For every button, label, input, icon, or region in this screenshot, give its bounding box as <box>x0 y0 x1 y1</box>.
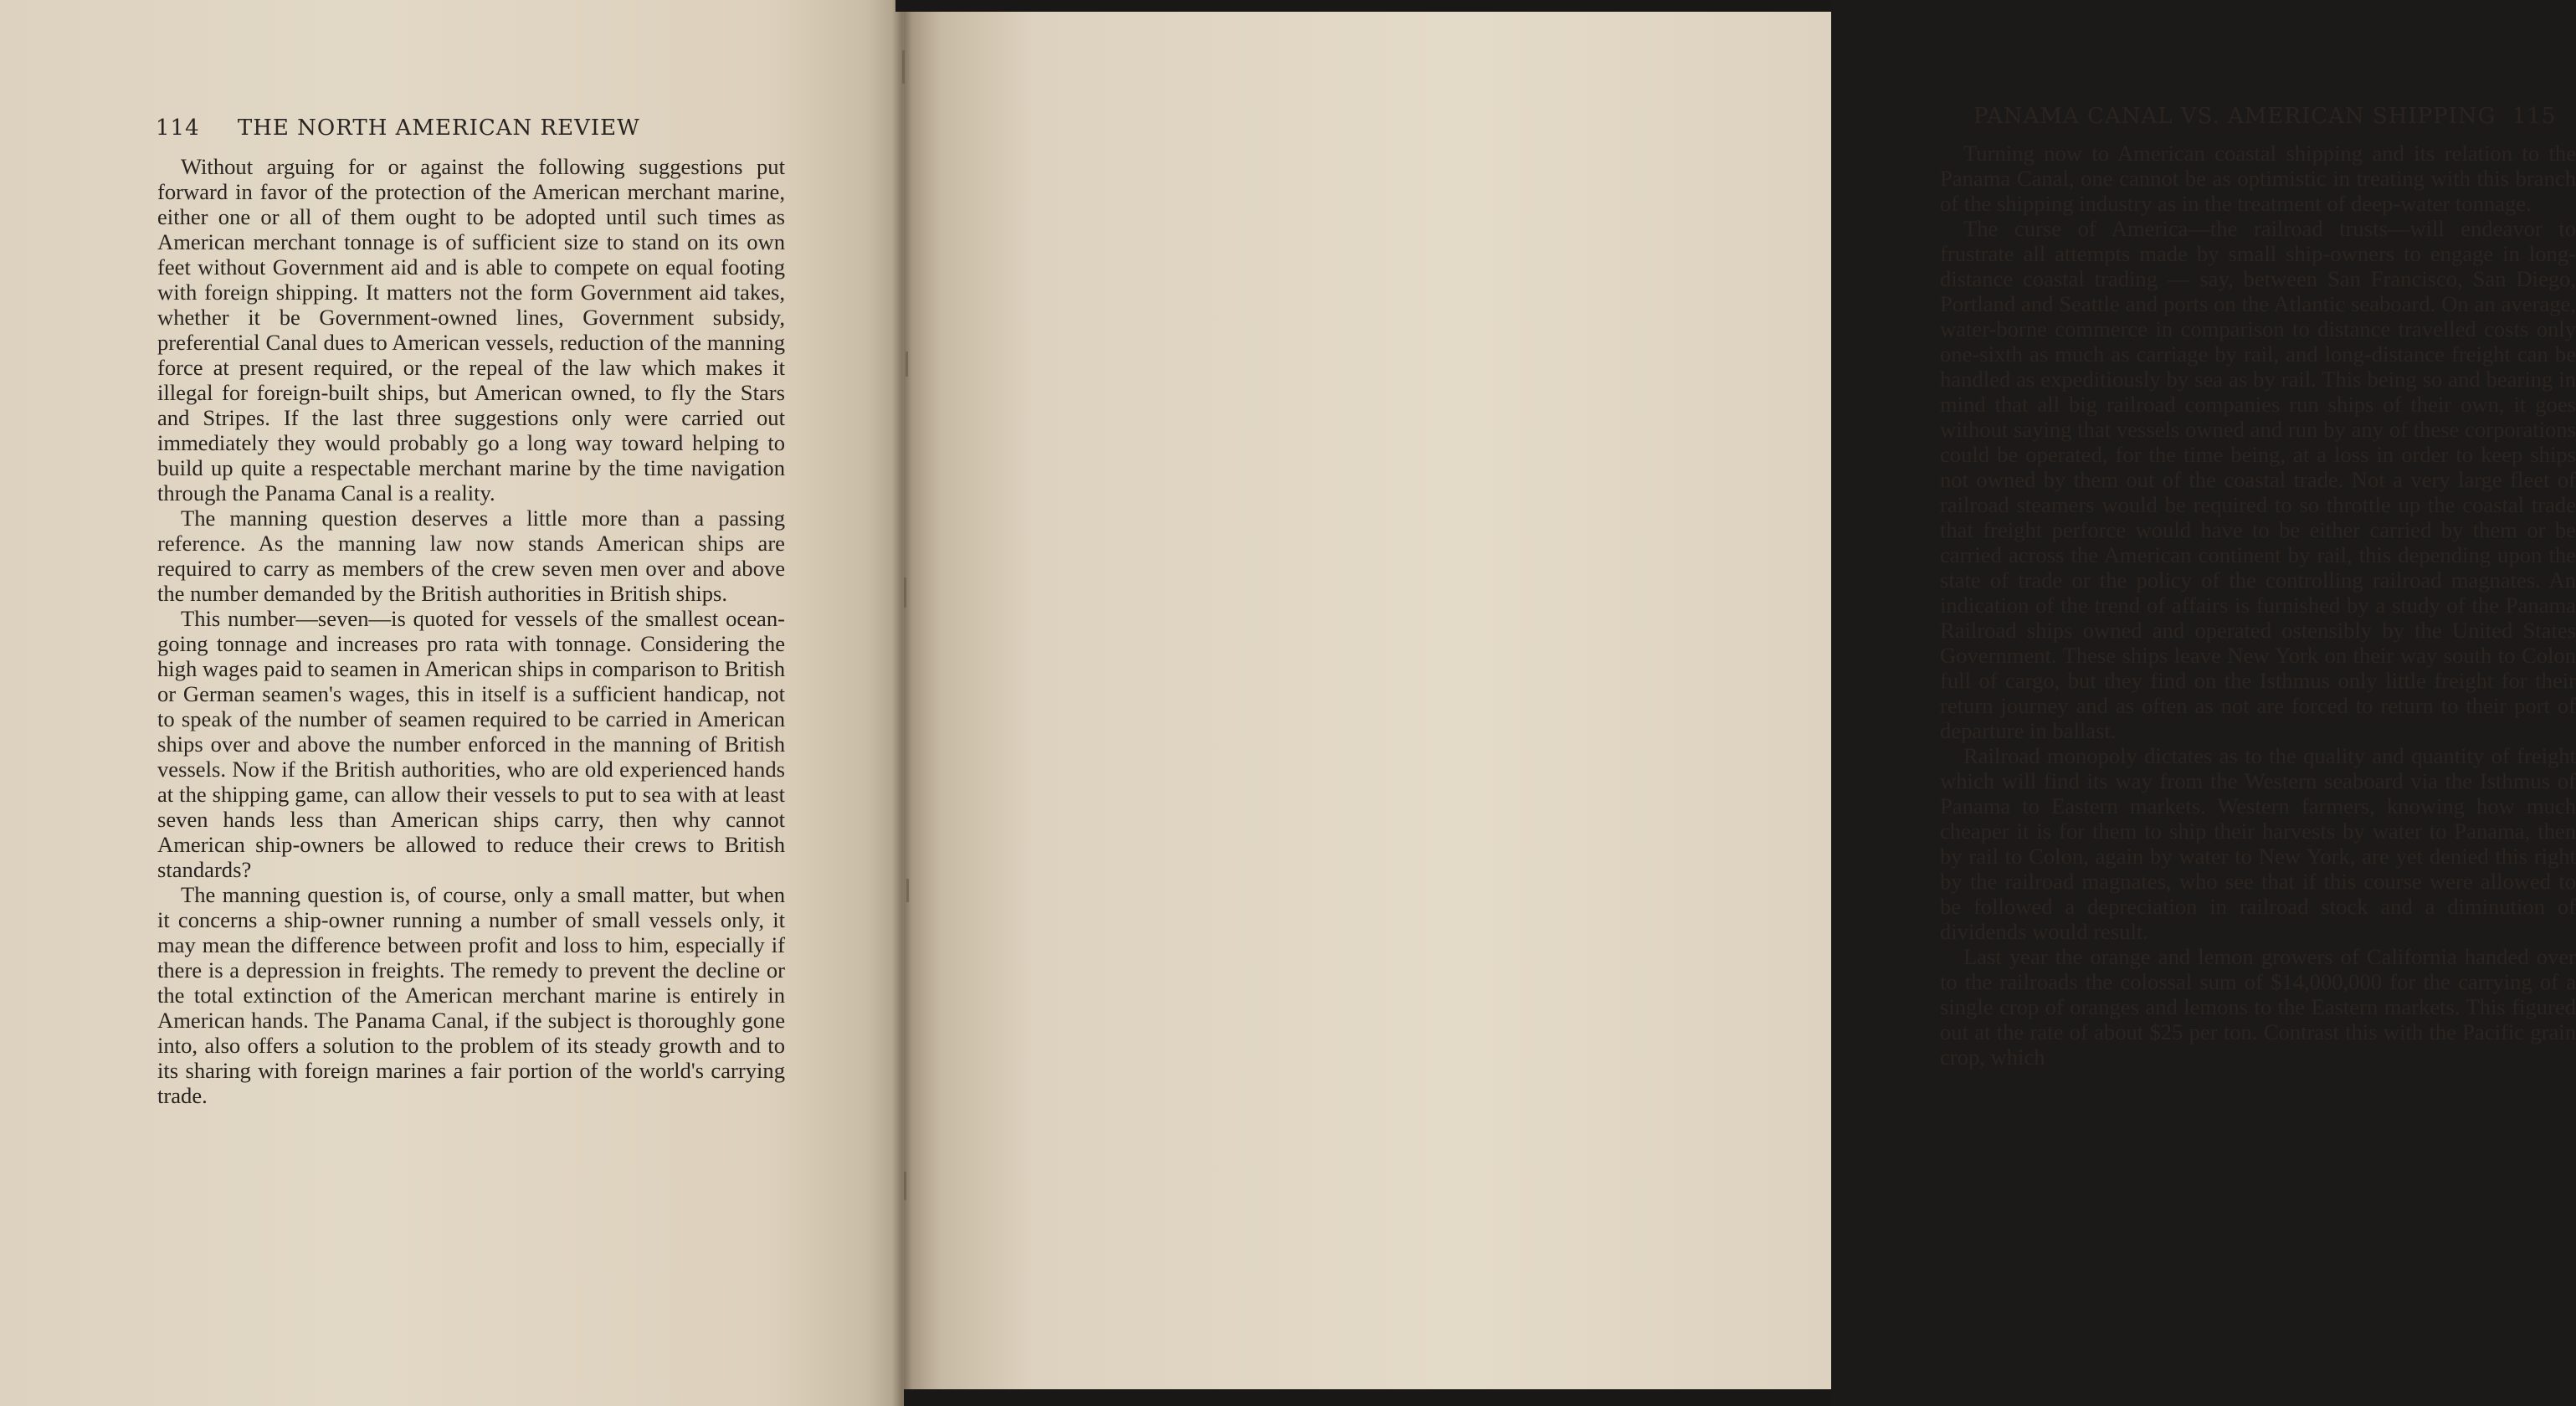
left-page <box>0 0 904 1406</box>
left-page-number: 114 <box>156 115 200 141</box>
paragraph: The curse of America—the railroad trusts—will endeavor to frustrate all attempts made by small ship-owners to engage in long-distance coastal trading — say, between San Francisco, San Diego, Portland and Seattle and ports on the Atlantic seaboard. On an average, water-borne commerce in comparison to distance travelled costs only one-sixth as much as carriage by rail, and long-distance freight can be handled as expeditiously by sea as by rail. This being so and bearing in mind that all big railroad companies run ships of their own, it goes without saying that vessels owned and run by any of these corporations could be operated, for the time being, at a loss in order to keep ships not owned by them out of the coastal trade. Not a very large fleet of railroad steamers would be required to so throttle up the coastal trade that freight perforce would have to be either carried by them or be carried across the American continent by rail, this depending upon the state of trade or the policy of the controlling railroad magnates. An indication of the trend of affairs is furnished by a study of the Panama Railroad ships owned and operated ostensibly by the United States Government. These ships leave New York on their way south to Colon full of cargo, but they find on the Isthmus only little freight for their return journey and as often as not are forced to return to their port of departure in ballast. <box>1940 216 2576 743</box>
left-page-body <box>157 154 785 1108</box>
left-running-title: THE NORTH AMERICAN REVIEW <box>237 115 640 141</box>
binding-mark <box>904 577 906 608</box>
paragraph: This number—seven—is quoted for vessels of the smallest ocean-going tonnage and increases pro rata with tonnage. Considering the high wages paid to seamen in American ships in comparison to British or German seamen's wages, this in itself is a sufficient handicap, not to speak of the number of seamen required to be carried in American ships over and above the number enforced in the manning of British vessels. Now if the British authorities, who are old experienced hands at the shipping game, can allow their vessels to put to sea with at least seven hands less than American ships carry, then why cannot American ship-owners be allowed to reduce their crews to British standards? <box>157 606 785 882</box>
right-page <box>904 0 2576 1406</box>
right-running-title: PANAMA CANAL VS. AMERICAN SHIPPING <box>1973 104 2496 129</box>
paragraph: Railroad monopoly dictates as to the quality and quantity of freight which will find its way from the Western seaboard via the Isthmus of Panama to Eastern markets. Western farmers, knowing how much cheaper it is for them to ship their harvests by water to Panama, then by rail to Colon, again by water to New York, are yet denied this right by the railroad magnates, who see that if this course were allowed to be followed a depreciation in railroad stock and a diminution of dividends would result. <box>1940 743 2576 944</box>
right-page-header <box>1973 104 2556 129</box>
page-bottom-edge <box>904 1389 1831 1406</box>
paragraph: Turning now to American coastal shipping and its relation to the Panama Canal, one cannot be as optimistic in treating with this branch of the shipping industry as in the treatment of deep-water tonnage. <box>1940 141 2576 216</box>
left-page-header <box>156 115 640 141</box>
binding-mark <box>906 352 908 377</box>
paragraph: Last year the orange and lemon growers of California handed over to the railroads the colossal sum of $14,000,000 for the carrying of a single crop of oranges and lemons to the Eastern markets. This figured out at the rate of about $25 per ton. Contrast this with the Pacific grain crop, which <box>1940 944 2576 1070</box>
right-page-body <box>1940 141 2576 1070</box>
page-top-edge <box>895 0 1831 12</box>
right-page-number: 115 <box>2512 104 2557 129</box>
paragraph: Without arguing for or against the following suggestions put forward in favor of the protection of the American merchant marine, either one or all of them ought to be adopted until such times as American merchant tonnage is of sufficient size to stand on its own feet without Government aid and is able to compete on equal footing with foreign shipping. It matters not the form Government aid takes, whether it be Government-owned lines, Government subsidy, preferential Canal dues to American vessels, reduction of the manning force at present required, or the repeal of the law which makes it illegal for foreign-built ships, but American owned, to fly the Stars and Stripes. If the last three suggestions only were carried out immediately they would probably go a long way toward helping to build up quite a respectable merchant marine by the time navigation through the Panama Canal is a reality. <box>157 154 785 505</box>
book-gutter <box>892 0 912 1406</box>
binding-mark <box>902 50 905 84</box>
paragraph: The manning question deserves a little more than a passing reference. As the manning law now stands American ships are required to carry as members of the crew seven men over and above the number demanded by the British authorities in British ships. <box>157 505 785 606</box>
binding-mark <box>906 879 909 902</box>
binding-mark <box>904 1172 906 1200</box>
paragraph: The manning question is, of course, only a small matter, but when it concerns a ship-owner running a number of small vessels only, it may mean the difference between profit and loss to him, especially if there is a depression in freights. The remedy to prevent the decline or the total extinction of the American merchant marine is entirely in American hands. The Panama Canal, if the subject is thoroughly gone into, also offers a solution to the problem of its steady growth and to its sharing with foreign marines a fair portion of the world's carrying trade. <box>157 882 785 1108</box>
